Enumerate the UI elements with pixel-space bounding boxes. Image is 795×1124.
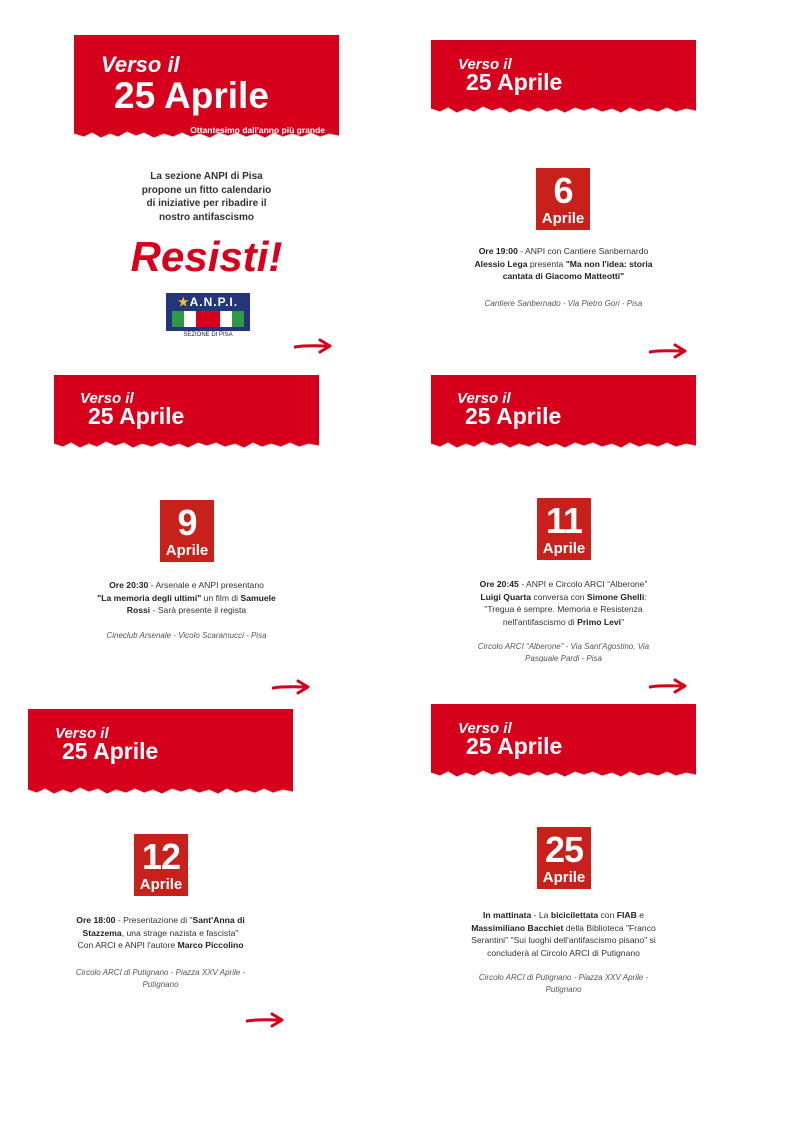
description-text: presenta xyxy=(527,258,566,269)
description-line xyxy=(431,603,696,616)
flag-red-stripe xyxy=(208,311,220,327)
date-month: Aprile xyxy=(542,869,586,886)
torn-edge xyxy=(28,781,293,796)
date-badge xyxy=(134,834,188,896)
description-bold: Marco Piccolino xyxy=(177,940,244,950)
description-bold: Ore 20:30 xyxy=(109,580,149,590)
event-card xyxy=(431,704,696,1004)
date-badge xyxy=(160,500,214,562)
event-card xyxy=(54,375,319,705)
description-text: - ANPI e Circolo ARCI “Alberone” xyxy=(518,579,648,589)
flag-white-stripe xyxy=(184,311,196,327)
description-text: Serantini" "Sui luoghi dell'antifascismo pisano" si xyxy=(471,935,656,945)
event-card xyxy=(431,375,696,705)
event-description xyxy=(431,578,696,628)
banner-verso: Verso il xyxy=(458,56,512,73)
event-description xyxy=(431,909,696,959)
flag-white-stripe xyxy=(220,311,232,327)
banner-title: 25 Aprile xyxy=(465,403,562,429)
description-bold: cantata di Giacomo Matteotti" xyxy=(502,271,625,281)
date-day: 25 xyxy=(544,829,584,870)
intro-line: propone un fitto calendario xyxy=(141,184,272,196)
date-day: 11 xyxy=(545,500,583,541)
description-line xyxy=(431,616,696,629)
date-day: 9 xyxy=(177,502,197,543)
description-text: Con ARCI e ANPI l'autore xyxy=(77,940,178,950)
anpi-logo-text xyxy=(166,295,250,309)
intro-line: La sezione ANPI di Pisa xyxy=(150,171,263,182)
date-month: Aprile xyxy=(542,540,586,557)
description-bold: Simone Ghelli xyxy=(586,591,645,602)
flag-green-stripe xyxy=(232,311,244,327)
date-badge xyxy=(537,827,591,889)
description-text: della Biblioteca "Franco xyxy=(563,922,656,933)
date-day: 12 xyxy=(141,836,181,877)
event-banner xyxy=(431,704,696,779)
description-line xyxy=(431,245,696,258)
arrow-right-icon[interactable] xyxy=(294,338,334,354)
anpi-logo-box xyxy=(166,293,250,331)
description-line xyxy=(431,909,696,922)
description-text: - Sarà presente il regista xyxy=(150,605,247,615)
description-text: nell'antifascismo di xyxy=(502,616,578,627)
event-place xyxy=(66,630,307,642)
intro-text xyxy=(114,170,299,224)
intro-banner xyxy=(74,35,339,140)
star-icon: ★ xyxy=(177,295,190,309)
event-banner xyxy=(28,709,293,796)
banner-title: 25 Aprile xyxy=(62,738,159,764)
description-text: - Arsenale e ANPI presentano xyxy=(148,580,264,590)
event-description xyxy=(54,579,319,617)
place-line: Cantiere Sanbernado - Via Pietro Gori - Pisa xyxy=(484,299,643,308)
description-text: - La xyxy=(531,910,551,920)
event-place xyxy=(40,967,281,991)
place-line: Putignano xyxy=(545,985,582,994)
date-badge xyxy=(537,498,591,560)
description-bold: "Ma non l'idea: storia xyxy=(565,258,653,269)
intro-line: nostro antifascismo xyxy=(158,211,255,223)
description-text: conversa con xyxy=(531,591,587,602)
arrow-right-icon[interactable] xyxy=(649,678,689,694)
torn-edge xyxy=(431,100,696,115)
description-bold: In mattinata xyxy=(483,910,532,920)
anpi-logo-caption: SEZIONE DI PISA xyxy=(183,332,233,338)
event-description xyxy=(28,914,293,952)
description-line xyxy=(431,934,696,947)
event-place xyxy=(443,298,684,310)
description-line xyxy=(54,604,319,617)
event-banner xyxy=(54,375,319,450)
place-line: Circolo ARCI di Putignano - Piazza XXV Aprile - xyxy=(478,973,649,982)
banner-title: 25 Aprile xyxy=(466,69,563,95)
description-text: e xyxy=(636,910,644,920)
description-bold: bicicilettata xyxy=(550,910,599,920)
description-bold: Luigi Quarta xyxy=(480,591,532,602)
banner-verso: Verso il xyxy=(458,720,512,737)
flag-green-stripe xyxy=(172,311,184,327)
description-bold: "La memoria degli ultimi" xyxy=(97,592,202,603)
banner-verso: Verso il xyxy=(101,52,180,77)
description-bold: Ore 20:45 xyxy=(479,579,519,589)
event-place xyxy=(443,972,684,996)
description-line xyxy=(28,914,293,927)
event-description xyxy=(431,245,696,283)
description-line xyxy=(54,579,319,592)
event-banner xyxy=(431,40,696,115)
description-line xyxy=(28,939,293,952)
description-bold: Stazzema xyxy=(82,927,122,938)
description-text: " xyxy=(621,616,625,627)
place-line: Putignano xyxy=(142,980,179,989)
flag-red-stripe xyxy=(196,311,208,327)
date-badge xyxy=(536,168,590,230)
description-line xyxy=(431,270,696,283)
description-bold: FIAB xyxy=(616,910,637,920)
torn-edge xyxy=(431,435,696,450)
anpi-logo-letters: A.N.P.I. xyxy=(189,295,239,309)
description-line xyxy=(431,578,696,591)
description-line xyxy=(431,258,696,271)
torn-edge xyxy=(431,764,696,779)
description-line xyxy=(431,947,696,960)
date-month: Aprile xyxy=(165,542,209,559)
banner-title: 25 Aprile xyxy=(114,75,269,116)
anpi-logo xyxy=(166,293,250,337)
description-text: "Tregua è sempre. Memoria e Resistenza xyxy=(484,604,643,614)
banner-verso: Verso il xyxy=(55,725,109,742)
description-line xyxy=(431,922,696,935)
description-text: - Presentazione di " xyxy=(115,915,193,925)
arrow-right-icon[interactable] xyxy=(246,1012,286,1028)
date-month: Aprile xyxy=(139,876,183,893)
description-text: con xyxy=(598,910,617,920)
place-line: Circolo ARCI “Alberone” - Via Sant'Agostino, Via xyxy=(477,642,650,651)
event-place xyxy=(443,641,684,665)
description-text: un film di xyxy=(201,592,241,603)
place-line: Circolo ARCI di Putignano - Piazza XXV Aprile - xyxy=(75,968,246,977)
event-card xyxy=(28,709,293,1039)
description-line xyxy=(28,927,293,940)
banner-verso: Verso il xyxy=(80,390,134,407)
place-line: Pasquale Pardi - Pisa xyxy=(525,654,602,663)
place-line: Cineclub Arsenale - Vicolo Scaramucci - Pisa xyxy=(106,631,267,640)
banner-title: 25 Aprile xyxy=(466,733,563,759)
description-text: : xyxy=(644,591,647,602)
intro-line: di iniziative per ribadire il xyxy=(146,198,267,209)
description-line xyxy=(54,592,319,605)
description-bold: Primo Levi xyxy=(577,616,622,627)
event-card xyxy=(431,40,696,370)
description-bold: Ore 18:00 xyxy=(76,915,116,925)
arrow-right-icon[interactable] xyxy=(272,679,312,695)
description-text: - ANPI con Cantiere Sanbernardo xyxy=(517,246,649,256)
description-bold: Massimiliano Bacchiet xyxy=(471,922,564,933)
description-bold: Rossi xyxy=(126,605,151,615)
description-text: , una strage nazista e fascista" xyxy=(121,927,239,938)
arrow-right-icon[interactable] xyxy=(649,343,689,359)
description-line xyxy=(431,591,696,604)
description-bold: Ore 19:00 xyxy=(478,246,518,256)
description-bold: Sant'Anna di xyxy=(192,915,245,925)
event-banner xyxy=(431,375,696,450)
description-bold: Alessio Lega xyxy=(474,258,528,269)
banner-subtitle: Ottantesimo dall'anno più grande xyxy=(190,125,325,135)
description-bold: Samuele xyxy=(240,592,276,603)
date-month: Aprile xyxy=(541,210,585,227)
banner-verso: Verso il xyxy=(457,390,511,407)
torn-edge xyxy=(74,125,339,140)
date-day: 6 xyxy=(553,170,573,211)
slogan: Resisti! xyxy=(130,233,283,280)
banner-title: 25 Aprile xyxy=(88,403,185,429)
description-text: concluderà al Circolo ARCI di Putignano xyxy=(487,947,640,958)
intro-card xyxy=(74,35,339,365)
torn-edge xyxy=(54,435,319,450)
